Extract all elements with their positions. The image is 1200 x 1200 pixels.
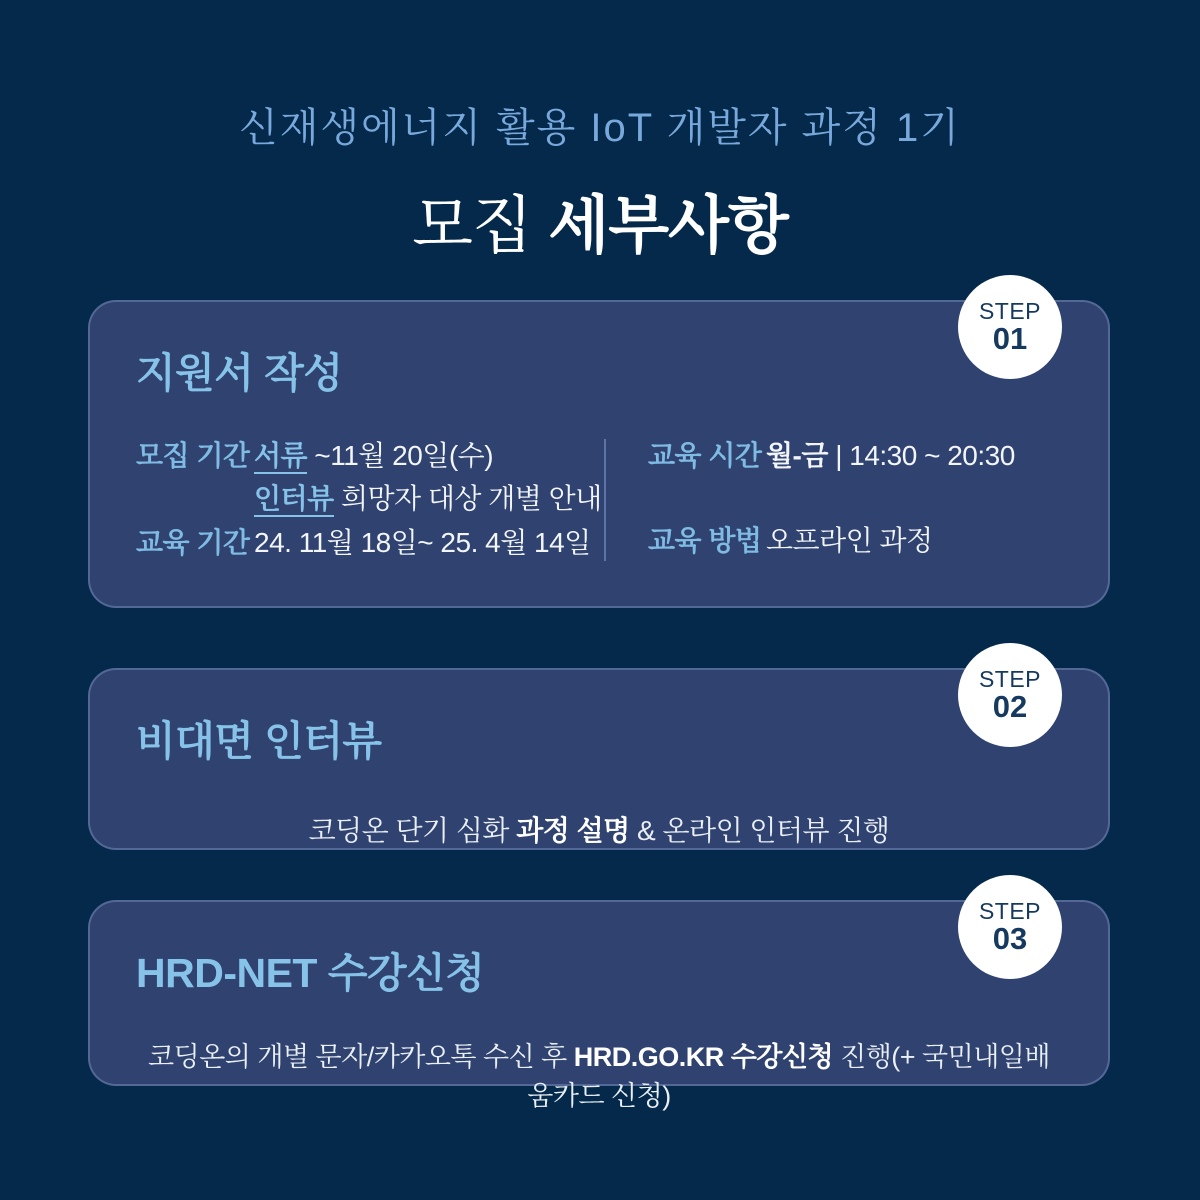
step-1-info-grid — [136, 435, 1062, 563]
step-3-badge — [958, 875, 1062, 979]
step-badge-label: STEP — [978, 897, 1042, 924]
training-period-row — [136, 522, 604, 563]
recruit-period-row — [136, 435, 604, 476]
recruit-interview-value — [254, 478, 602, 519]
step-3-description — [136, 1035, 1062, 1113]
training-period-value: 24. 11월 18일~ 25. 4월 14일 — [254, 526, 591, 558]
training-method-row — [648, 520, 1062, 561]
step-3-title: HRD-NET 수강신청 — [136, 950, 485, 996]
desc-suffix: & 온라인 인터뷰 진행 — [629, 815, 890, 846]
doc-term: 서류 — [254, 440, 307, 474]
step-badge-number: 01 — [992, 320, 1028, 356]
training-method-label: 교육 방법 — [648, 525, 762, 557]
desc-prefix: 코딩온의 개별 문자/카카오톡 수신 후 — [148, 1042, 574, 1072]
desc-suffix: 진행(+ 국민내일배움카드 신청) — [527, 1042, 1050, 1111]
recruit-period-label: 모집 기간 — [136, 440, 250, 471]
doc-date: ~11월 20일(수) — [314, 440, 494, 471]
step-badge-number: 02 — [992, 688, 1028, 724]
recruit-doc-value — [254, 435, 493, 476]
step-badge-number: 03 — [992, 920, 1028, 956]
desc-prefix: 코딩온 단기 심화 — [308, 815, 517, 846]
interview-note: 희망자 대상 개별 안내 — [340, 483, 602, 515]
course-name-subtitle: 신재생에너지 활용 IoT 개발자 과정 1기 — [239, 106, 961, 150]
training-method-value: 오프라인 과정 — [766, 525, 933, 557]
step-2-card — [88, 665, 1110, 850]
page-title-bold: 세부사항 — [548, 191, 788, 261]
step-badge-label: STEP — [978, 665, 1042, 692]
step-1-left-column — [136, 435, 604, 563]
training-time-label: 교육 시간 — [648, 440, 762, 471]
training-period-label: 교육 기간 — [136, 526, 250, 558]
page-title-regular: 모집 — [412, 191, 549, 261]
step-1-right-column — [606, 435, 1062, 563]
step-1-title: 지원서 작성 — [136, 350, 343, 396]
step-badge-label: STEP — [978, 297, 1042, 324]
poster-header — [0, 0, 1200, 266]
step-2-title: 비대면 인터뷰 — [136, 718, 382, 764]
step-1-card — [88, 297, 1110, 608]
desc-bold: 과정 설명 — [516, 815, 630, 846]
recruit-interview-row — [136, 478, 604, 519]
step-3-card — [88, 897, 1110, 1111]
training-time-row — [648, 435, 1062, 476]
step-2-description — [136, 809, 1062, 849]
training-time-value — [766, 435, 1015, 476]
step-2-badge — [958, 643, 1062, 747]
desc-bold: HRD.GO.KR 수강신청 — [573, 1042, 834, 1072]
time-days: 월-금 — [766, 440, 828, 471]
steps-container — [88, 297, 1110, 1111]
interview-term: 인터뷰 — [254, 483, 334, 517]
step-1-badge — [958, 275, 1062, 379]
time-hours: | 14:30 ~ 20:30 — [827, 440, 1015, 471]
page-title — [0, 175, 1200, 266]
